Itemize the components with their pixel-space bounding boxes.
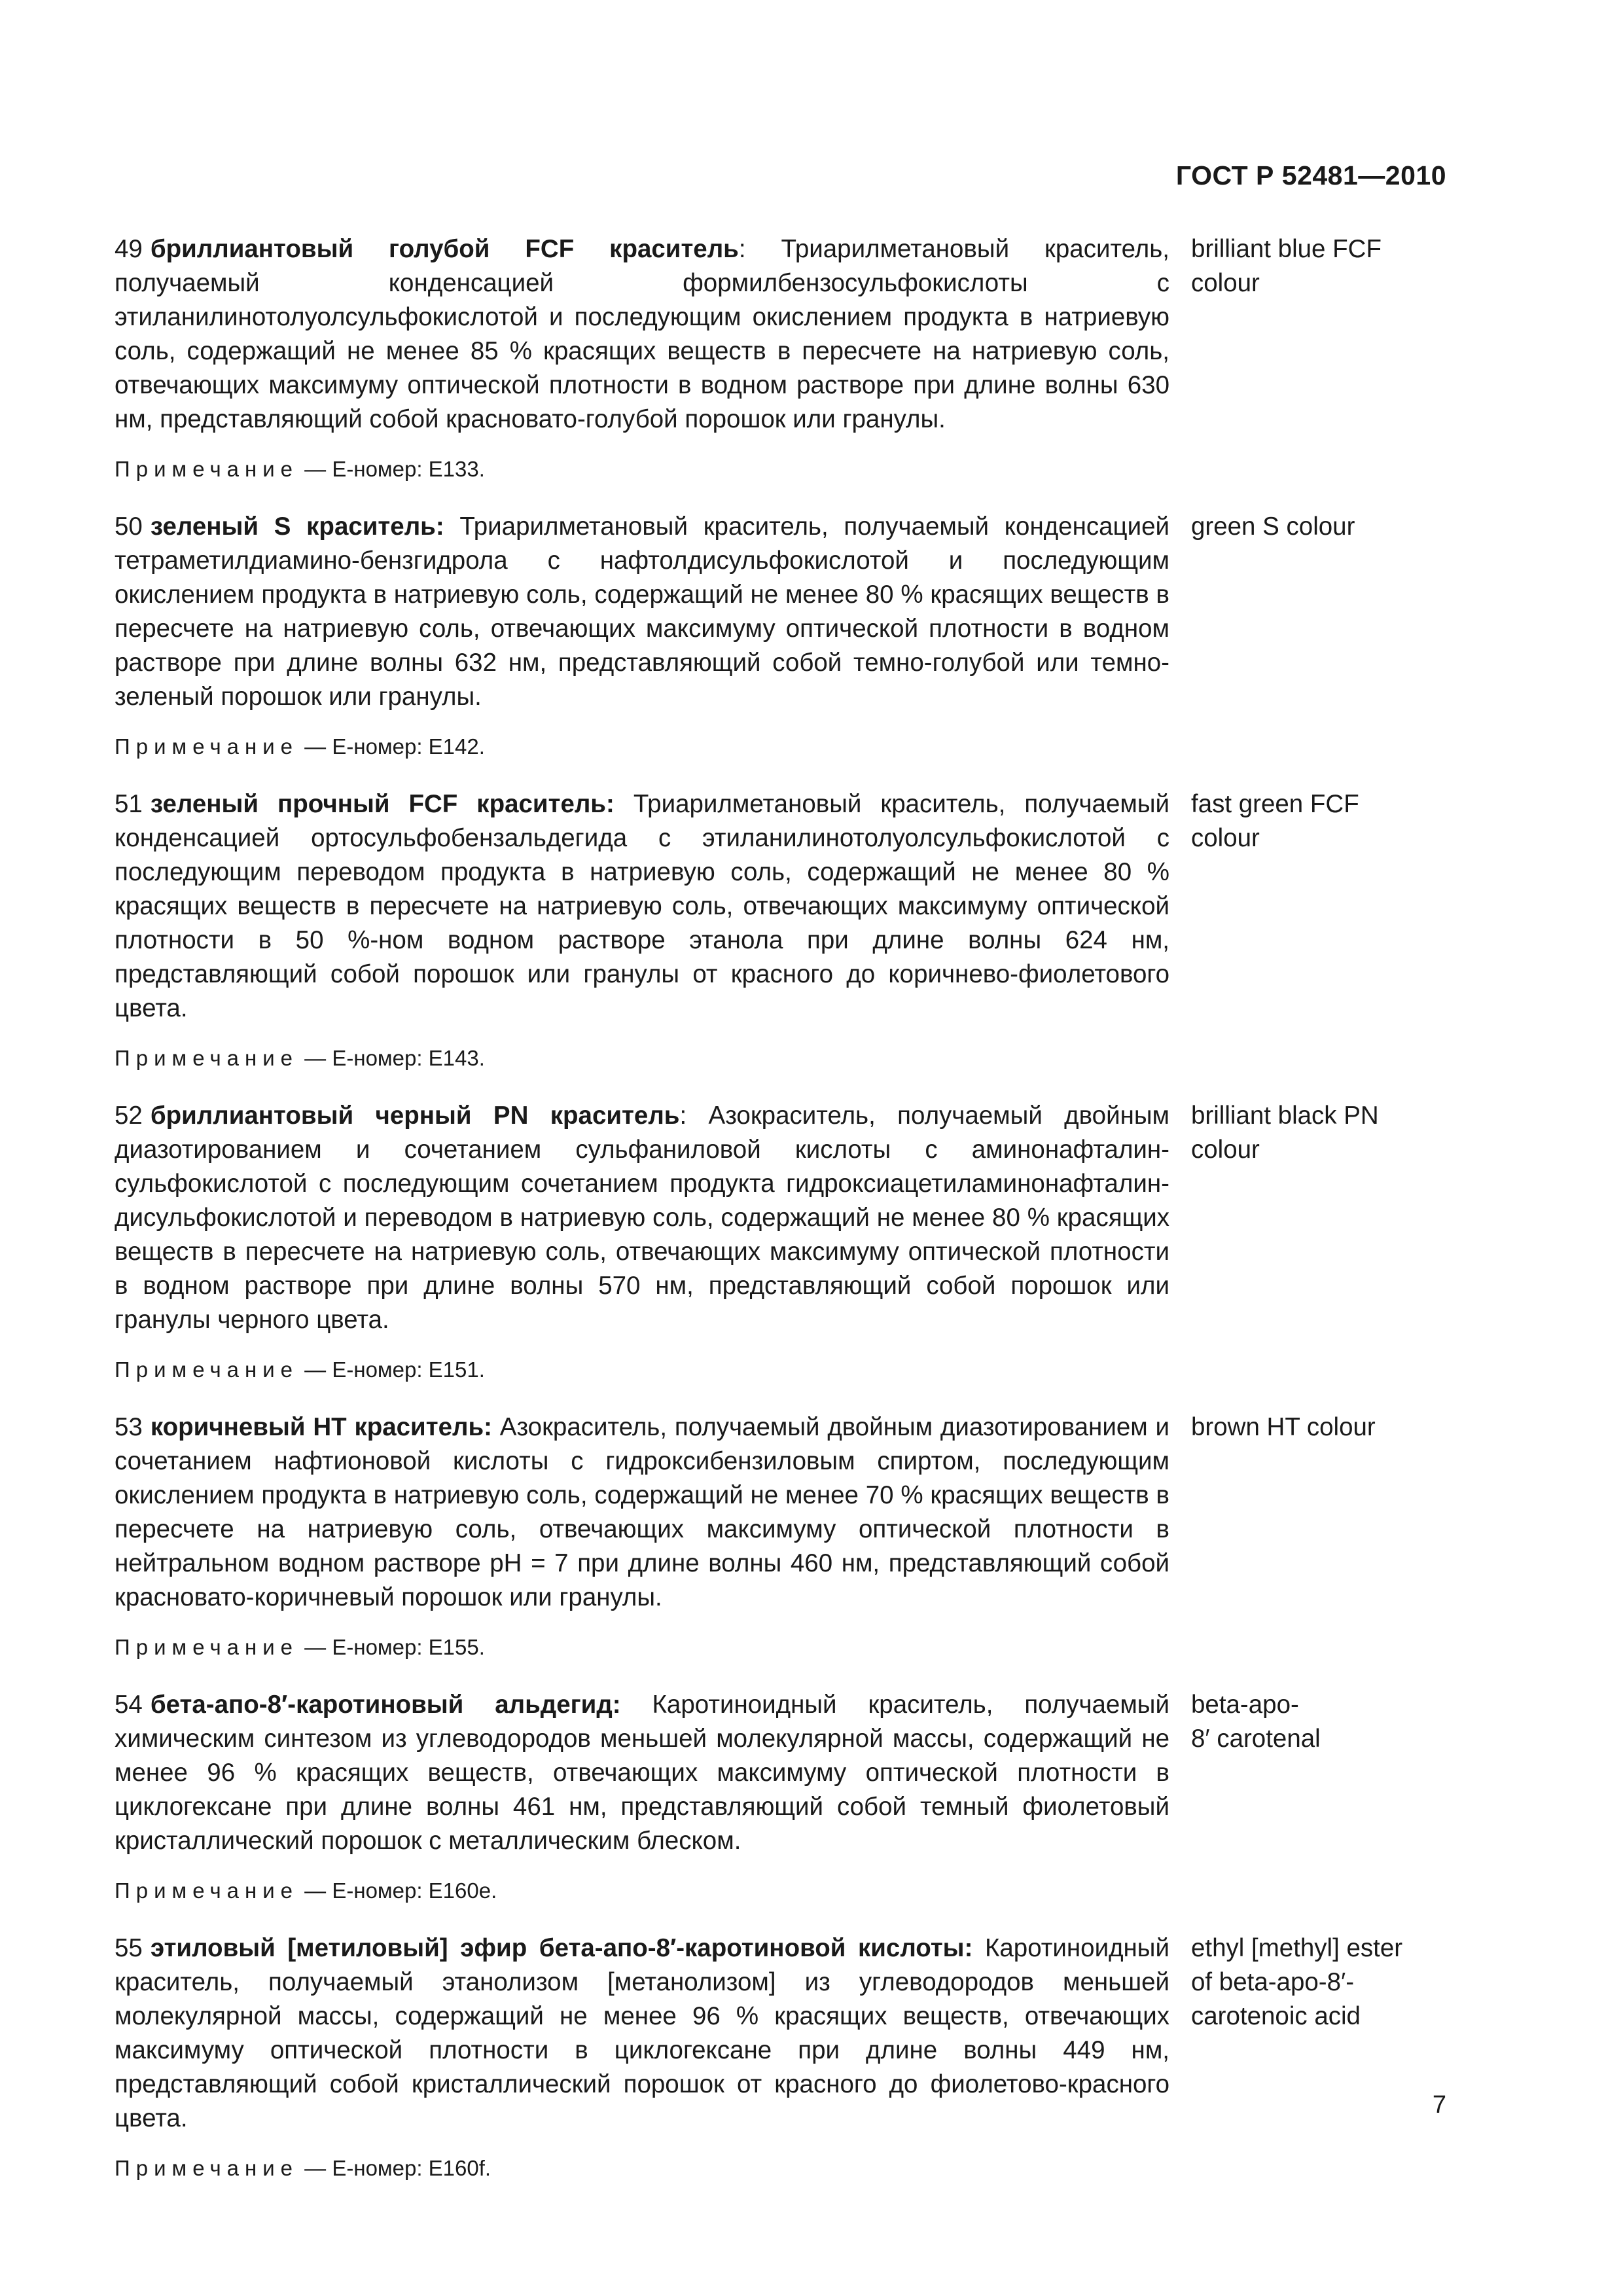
english-line: 8′ carotenal (1191, 1725, 1321, 1753)
terms-list (115, 232, 1450, 2209)
note-label: Примечание (115, 1357, 299, 1382)
note-text: — Е-номер: Е133. (298, 457, 485, 481)
term-note (115, 1044, 1450, 1073)
term-definition (115, 1931, 1169, 2136)
note-label: Примечание (115, 1635, 299, 1659)
note-text: — Е-номер: Е151. (298, 1357, 485, 1382)
term-number: 51 (115, 790, 143, 818)
term-english-equivalent (1191, 787, 1450, 855)
note-text: — Е-номер: Е143. (298, 1046, 485, 1070)
term-definition-text: Триарилметановый краситель, получаемый конденсацией тетраметилдиамино-бензгидрола с нафтолдисульфокислотой и последующим окислением продукта в натриевую соль, содержащий не менее 80 % красящих веществ в пересчете на натриевую соль, отвечающих максимуму оптической плотности в водном растворе при длине волны 632 нм, представляющий собой темно-голубой или темно-зеленый порошок или гранулы. (115, 512, 1169, 711)
term-name-suffix (444, 512, 460, 541)
term-note (115, 2154, 1450, 2183)
term-entry-51 (115, 787, 1450, 1073)
term-english-equivalent (1191, 1688, 1450, 1756)
english-line: brown HT colour (1191, 1413, 1376, 1441)
term-definition (115, 232, 1169, 437)
note-label: Примечание (115, 1878, 299, 1903)
term-definition (115, 1099, 1169, 1337)
term-english-equivalent (1191, 1410, 1450, 1444)
term-note (115, 1876, 1450, 1905)
term-name: коричневый HT краситель: (150, 1413, 492, 1441)
english-line: of beta-apo-8′- (1191, 1968, 1355, 1996)
english-line: beta-apo- (1191, 1691, 1299, 1719)
term-definition (115, 510, 1169, 714)
document-standard-header: ГОСТ Р 52481—2010 (1175, 160, 1446, 190)
note-text: — Е-номер: Е160f. (298, 2156, 491, 2180)
term-definition-text: Триарилметановый краситель, получаемый конденсацией ортосульфобензальдегида с этиланилинотолуолсульфокислотой с последующим переводом продукта в натриевую соль, содержащий не менее 80 % красящих веществ в пересчете на натриевую соль, отвечающих максимуму оптической плотности в 50 %-ном водном растворе этанола при длине волны 624 нм, представляющий собой порошок или гранулы от красного до коричнево-фиолетового цвета. (115, 790, 1170, 1022)
term-definition-text: Азокраситель, получаемый двойным диазотированием и сочетанием сульфаниловой кислоты с аминонафталин-сульфокислотой с последующим сочетанием продукта гидроксиацетиламинонафталин-дисульфокислотой и переводом в натриевую соль, содержащий не менее 80 % красящих веществ в пересчете на натриевую соль, отвечающих максимуму оптической плотности в водном растворе при длине волны 570 нм, представляющий собой порошок или гранулы черного цвета. (115, 1102, 1169, 1334)
term-name: этиловый [метиловый] эфир бета-апо-8′-каротиновой кислоты: (150, 1934, 973, 1962)
note-label: Примечание (115, 2156, 299, 2180)
term-note (115, 732, 1450, 761)
term-name-suffix (615, 790, 633, 818)
term-english-equivalent (1191, 510, 1450, 544)
english-line: brilliant black PN (1191, 1102, 1379, 1130)
term-english-equivalent (1191, 1931, 1450, 2034)
term-name-suffix: : (738, 235, 781, 263)
english-line: colour (1191, 824, 1260, 852)
term-name: бриллиантовый черный PN краситель (150, 1102, 680, 1130)
note-text: — Е-номер: Е155. (298, 1635, 485, 1659)
term-note (115, 1355, 1450, 1384)
term-note (115, 455, 1450, 484)
term-name-suffix (972, 1934, 985, 1962)
page-number: 7 (1432, 2091, 1446, 2119)
term-number: 55 (115, 1934, 143, 1962)
term-definition (115, 787, 1169, 1026)
term-definition-text: Каротиноидный краситель, получаемый химическим синтезом из углеводородов меньшей молекулярной массы, содержащий не менее 96 % красящих веществ, отвечающих максимуму оптической плотности в циклогексане при длине волны 461 нм, представляющий собой темный фиолетовый кристаллический порошок с металлическим блеском. (115, 1691, 1169, 1855)
english-line: brilliant blue FCF (1191, 235, 1382, 263)
term-name: бета-апо-8′-каротиновый альдегид: (150, 1691, 621, 1719)
note-text: — Е-номер: Е142. (298, 734, 485, 759)
term-definition-text: Азокраситель, получаемый двойным диазотированием и сочетанием нафтионовой кислоты с гидроксибензиловым спиртом, последующим окислением продукта в натриевую соль, содержащий не менее 70 % красящих веществ в пересчете на натриевую соль, отвечающих максимуму оптической плотности в нейтральном водном растворе pH = 7 при длине волны 460 нм, представляющий собой красновато-коричневый порошок или гранулы. (115, 1413, 1170, 1611)
term-name-suffix (621, 1691, 652, 1719)
term-name: бриллиантовый голубой FCF краситель (150, 235, 739, 263)
term-entry-53 (115, 1410, 1450, 1662)
note-label: Примечание (115, 457, 299, 481)
term-definition (115, 1688, 1169, 1858)
term-name: зеленый прочный FCF краситель: (150, 790, 615, 818)
term-definition (115, 1410, 1169, 1615)
english-line: carotenoic acid (1191, 2002, 1361, 2030)
english-line: colour (1191, 269, 1260, 297)
term-english-equivalent (1191, 1099, 1450, 1167)
term-definition-text: Триарилметановый краситель, получаемый конденсацией формилбензосульфокислоты с этиланилинотолуолсульфокислотой и последующим окислением продукта в натриевую соль, содержащий не менее 85 % красящих веществ в пересчете на натриевую соль, отвечающих максимуму оптической плотности в водном растворе при длине волны 630 нм, представляющий собой красновато-голубой порошок или гранулы. (115, 235, 1169, 433)
english-line: fast green FCF (1191, 790, 1359, 818)
term-entry-54 (115, 1688, 1450, 1905)
term-number: 53 (115, 1413, 143, 1441)
term-name: зеленый S краситель: (150, 512, 444, 541)
english-line: green S colour (1191, 512, 1355, 541)
term-name-suffix: : (679, 1102, 709, 1130)
term-number: 52 (115, 1102, 143, 1130)
term-note (115, 1633, 1450, 1662)
term-entry-52 (115, 1099, 1450, 1384)
term-number: 50 (115, 512, 143, 541)
term-entry-50 (115, 510, 1450, 761)
term-entry-55 (115, 1931, 1450, 2183)
english-line: ethyl [methyl] ester (1191, 1934, 1403, 1962)
note-label: Примечание (115, 734, 299, 759)
term-definition-text: Каротиноидный краситель, получаемый этанолизом [метанолизом] из углеводородов меньшей молекулярной массы, содержащий не менее 96 % красящих веществ, отвечающих максимуму оптической плотности в циклогексане при длине волны 449 нм, представляющий собой кристаллический порошок от красного до фиолетово-красного цвета. (115, 1934, 1169, 2132)
term-name-suffix (492, 1413, 500, 1441)
term-english-equivalent (1191, 232, 1450, 300)
note-text: — Е-номер: Е160e. (298, 1878, 497, 1903)
term-entry-49 (115, 232, 1450, 484)
term-number: 54 (115, 1691, 143, 1719)
term-number: 49 (115, 235, 143, 263)
english-line: colour (1191, 1136, 1260, 1164)
note-label: Примечание (115, 1046, 299, 1070)
